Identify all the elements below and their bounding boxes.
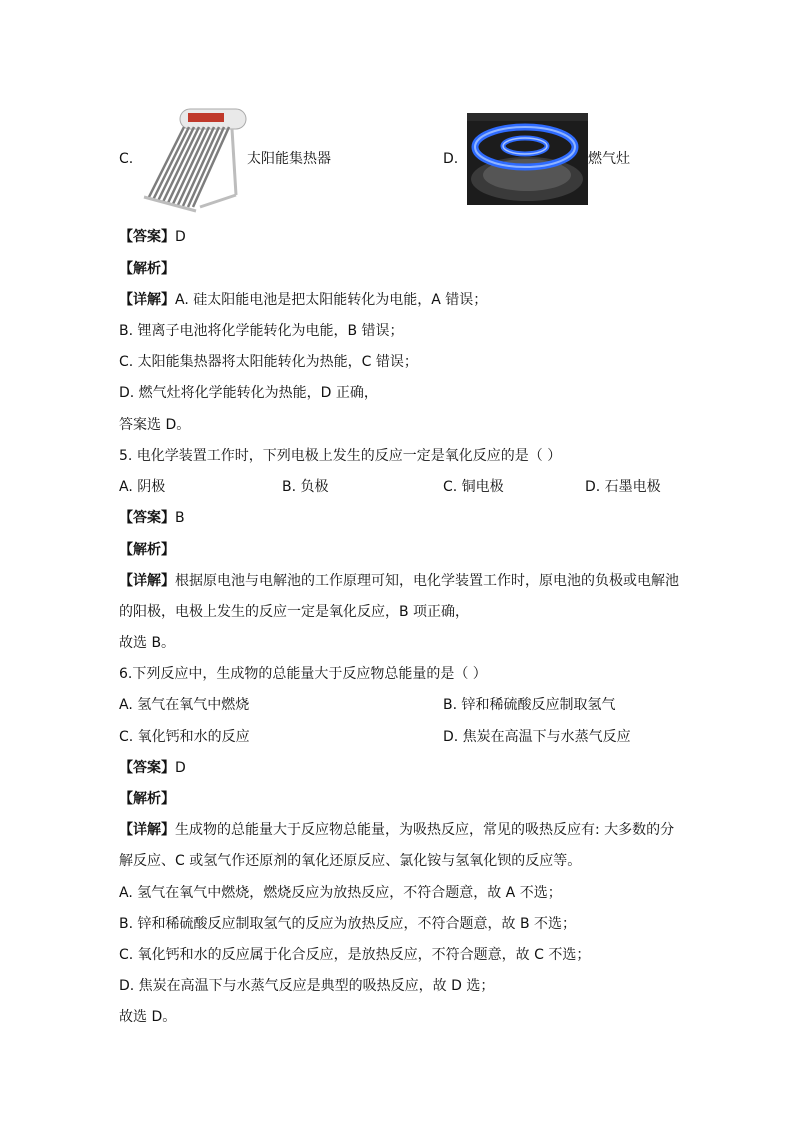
q6-analysis-tag: 【解析】 — [119, 791, 175, 807]
q5-analysis-tag: 【解析】 — [119, 542, 175, 558]
q6-detail-line: B. 锌和稀硫酸反应制取氢气的反应为放热反应，不符合题意，故 B 不选； — [119, 916, 577, 932]
q6-option-b: B. 锌和稀硫酸反应制取氢气 — [443, 697, 616, 713]
q6-option-d: D. 焦炭在高温下与水蒸气反应 — [443, 729, 631, 745]
option-c-letter: C. — [119, 151, 134, 167]
q6-detail-line: C. 氧化钙和水的反应属于化合反应，是放热反应，不符合题意，故 C 不选； — [119, 947, 591, 963]
solar-water-heater-image — [140, 107, 248, 213]
detail-text: 生成物的总能量大于反应物总能量，为吸热反应，常见的吸热反应有: 大多数的分 — [175, 822, 675, 838]
answer-value: D — [175, 229, 186, 245]
q6-answer — [119, 759, 186, 777]
q5-option-b: B. 负极 — [282, 479, 329, 495]
q4-detail-line: 答案选 D。 — [119, 417, 191, 433]
q5-option-d: D. 石墨电极 — [585, 479, 661, 495]
q4-detail-line: C. 太阳能集热器将太阳能转化为热能，C 错误； — [119, 354, 418, 370]
q4-detail-line: D. 燃气灶将化学能转化为热能，D 正确， — [119, 385, 378, 401]
detail-tag: 【详解】 — [119, 573, 175, 589]
q6-detail-line: 故选 D。 — [119, 1009, 177, 1025]
option-d-label: 燃气灶 — [588, 151, 630, 167]
q5-option-a: A. 阴极 — [119, 479, 166, 495]
q6-option-a: A. 氢气在氧气中燃烧 — [119, 697, 250, 713]
answer-tag: 【答案】 — [119, 510, 175, 526]
q5-detail-line — [119, 572, 679, 590]
q4-analysis-tag: 【解析】 — [119, 261, 175, 277]
detail-tag: 【详解】 — [119, 822, 175, 838]
q6-detail-line: D. 焦炭在高温下与水蒸气反应是典型的吸热反应，故 D 选； — [119, 978, 495, 994]
q6-detail-line: A. 氢气在氧气中燃烧，燃烧反应为放热反应，不符合题意，故 A 不选； — [119, 885, 562, 901]
option-d-letter: D. — [443, 151, 459, 167]
q5-question: 5. 电化学装置工作时，下列电极上发生的反应一定是氧化反应的是（ ） — [119, 448, 562, 464]
q4-detail-line — [119, 291, 487, 309]
q6-option-c: C. 氧化钙和水的反应 — [119, 729, 250, 745]
q6-detail-line: 解反应、C 或氢气作还原剂的氧化还原反应、氯化铵与氢氧化钡的反应等。 — [119, 853, 582, 869]
q5-answer — [119, 509, 185, 527]
answer-tag: 【答案】 — [119, 229, 175, 245]
detail-text: A. 硅太阳能电池是把太阳能转化为电能，A 错误； — [175, 292, 488, 308]
q5-detail-line: 的阳极，电极上发生的反应一定是氧化反应，B 项正确， — [119, 604, 470, 620]
q6-detail-line — [119, 821, 674, 839]
q4-detail-line: B. 锂离子电池将化学能转化为电能，B 错误； — [119, 323, 404, 339]
option-c-label: 太阳能集热器 — [247, 151, 331, 167]
detail-text: 根据原电池与电解池的工作原理可知，电化学装置工作时，原电池的负极或电解池 — [175, 573, 679, 589]
q5-detail-line: 故选 B。 — [119, 635, 176, 651]
q4-answer — [119, 228, 186, 246]
q6-question: 6.下列反应中，生成物的总能量大于反应物总能量的是（ ） — [119, 666, 487, 682]
q5-option-c: C. 铜电极 — [443, 479, 504, 495]
answer-tag: 【答案】 — [119, 760, 175, 776]
answer-value: D — [175, 760, 186, 776]
detail-tag: 【详解】 — [119, 292, 175, 308]
gas-stove-image — [467, 113, 588, 205]
answer-value: B — [175, 510, 185, 526]
